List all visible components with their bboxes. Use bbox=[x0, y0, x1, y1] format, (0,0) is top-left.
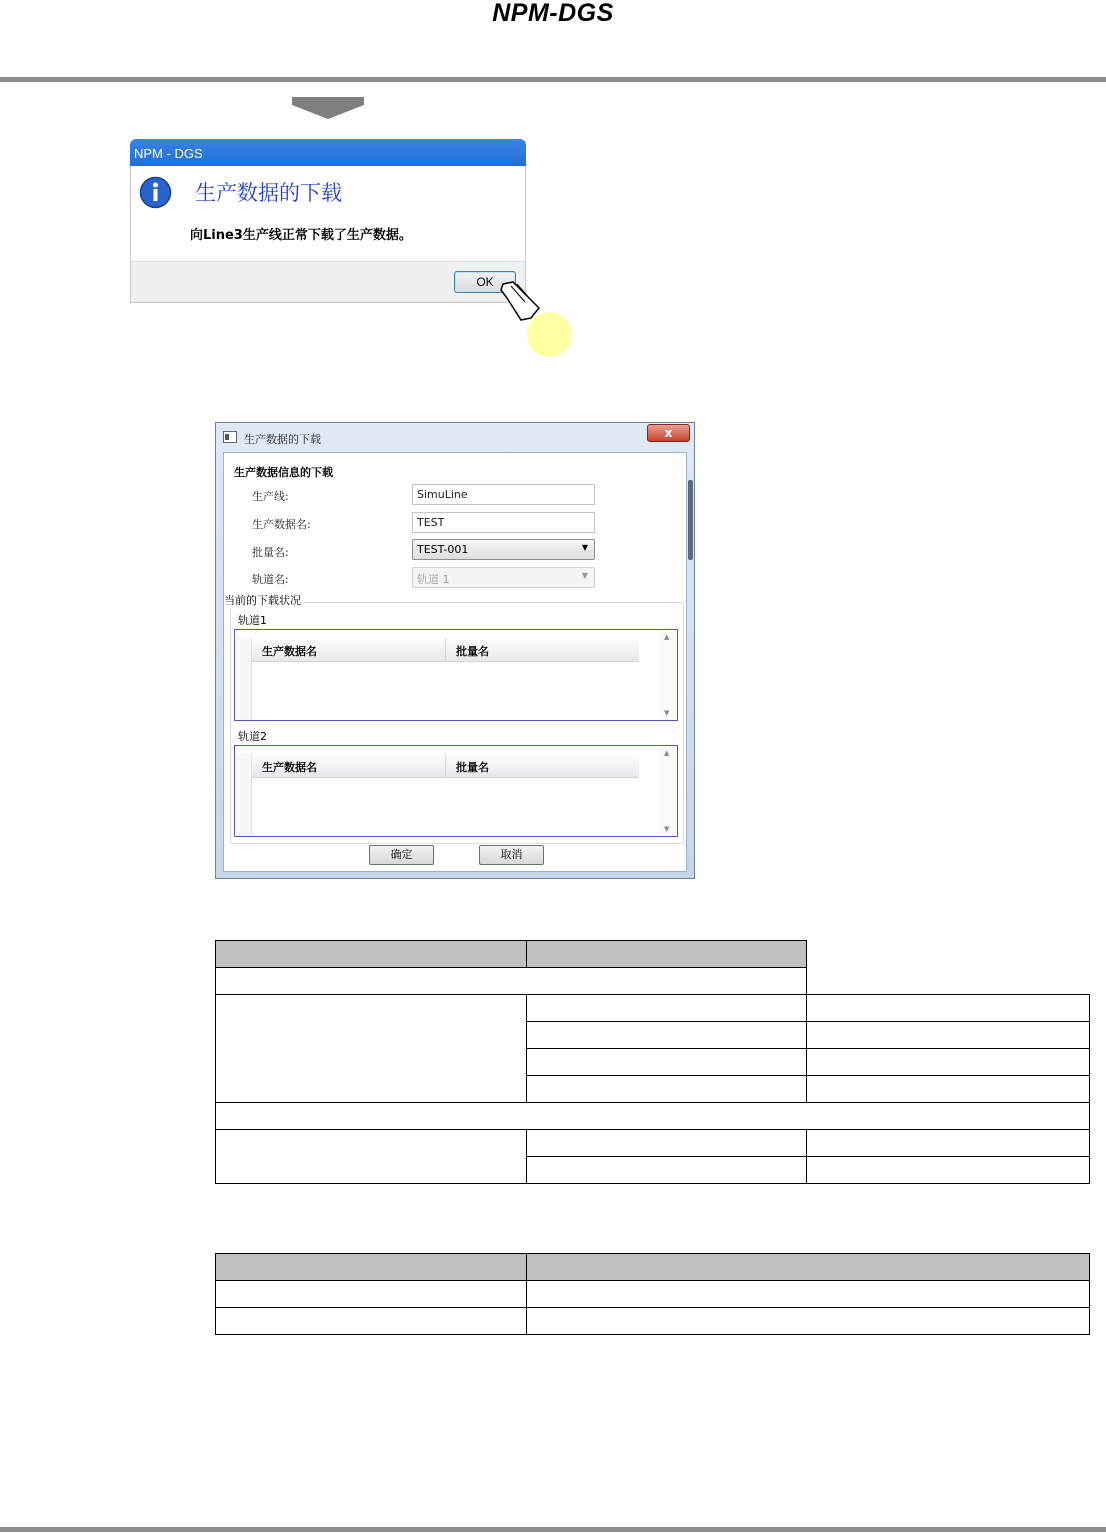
footer-rule bbox=[0, 1527, 1106, 1532]
scroll-up-icon[interactable]: ▲ bbox=[664, 749, 670, 757]
line-label: 生产线: bbox=[252, 490, 289, 503]
track-name-select bbox=[412, 567, 595, 588]
column-header-data-name[interactable]: 生产数据名 bbox=[252, 754, 446, 778]
table-row bbox=[216, 1157, 1090, 1184]
document-title: NPM-DGS bbox=[492, 0, 614, 27]
window-icon bbox=[223, 431, 237, 443]
table-header-cell bbox=[527, 1254, 1090, 1281]
table-cell bbox=[807, 1130, 1090, 1157]
close-button[interactable]: x bbox=[647, 424, 690, 442]
table-header-cell bbox=[216, 941, 527, 968]
chevron-down-icon: ▼ bbox=[581, 543, 588, 552]
button-table bbox=[215, 1253, 1090, 1335]
lot-name-value: TEST-001 bbox=[417, 543, 469, 556]
info-icon bbox=[139, 176, 172, 209]
table-cell bbox=[527, 1308, 1090, 1335]
table-row bbox=[216, 1076, 1090, 1103]
grid-header bbox=[252, 754, 639, 778]
message-box-heading: 生产数据的下载 bbox=[195, 181, 342, 205]
message-box-footer bbox=[130, 261, 526, 303]
confirm-button[interactable]: 确定 bbox=[369, 845, 434, 865]
table-header-row bbox=[216, 1254, 1090, 1281]
track2-grid[interactable] bbox=[234, 745, 678, 837]
grid-row-header bbox=[235, 754, 252, 836]
table-cell bbox=[527, 1157, 807, 1184]
table-indent bbox=[216, 1076, 527, 1103]
table-cell bbox=[216, 1308, 527, 1335]
message-box-title: NPM - DGS bbox=[130, 139, 526, 166]
table-cell bbox=[216, 968, 807, 995]
table-cell bbox=[807, 1049, 1090, 1076]
table-cell bbox=[807, 1076, 1090, 1103]
dialog-client-area bbox=[223, 452, 687, 872]
table-cell bbox=[527, 1076, 807, 1103]
lot-name-label: 批量名: bbox=[252, 546, 289, 559]
table-indent bbox=[216, 1049, 527, 1076]
table-row bbox=[216, 1308, 1090, 1335]
section-label: 生产数据信息的下载 bbox=[234, 466, 333, 479]
table-header-cell bbox=[527, 941, 807, 968]
table-cell bbox=[527, 1022, 807, 1049]
table-cell bbox=[527, 1130, 807, 1157]
scroll-down-icon[interactable]: ▼ bbox=[664, 709, 670, 717]
table-indent bbox=[216, 995, 527, 1022]
table-cell bbox=[527, 1281, 1090, 1308]
table-indent bbox=[216, 1157, 527, 1184]
chevron-down-icon: ▼ bbox=[581, 571, 588, 580]
message-box bbox=[130, 139, 526, 303]
step-arrow-icon bbox=[292, 97, 364, 119]
grid-scrollbar[interactable] bbox=[659, 747, 676, 835]
scrollbar-thumb[interactable] bbox=[688, 480, 693, 560]
grid-row-header bbox=[235, 638, 252, 720]
table-indent bbox=[216, 1130, 527, 1157]
header-rule bbox=[0, 77, 1106, 82]
download-dialog bbox=[215, 422, 695, 879]
table-cell bbox=[527, 995, 807, 1022]
column-header-data-name[interactable]: 生产数据名 bbox=[252, 638, 446, 662]
scroll-up-icon[interactable]: ▲ bbox=[664, 633, 670, 641]
ok-button[interactable]: OK bbox=[454, 271, 516, 293]
table-cell bbox=[807, 995, 1090, 1022]
table-row bbox=[216, 1022, 1090, 1049]
table-row bbox=[216, 995, 1090, 1022]
track-name-label: 轨道名: bbox=[252, 573, 289, 586]
hand-cursor-icon bbox=[497, 278, 541, 324]
track2-label: 轨道2 bbox=[238, 730, 267, 743]
table-row bbox=[216, 1049, 1090, 1076]
table-cell bbox=[807, 1022, 1090, 1049]
table-cell bbox=[216, 1281, 527, 1308]
data-name-label: 生产数据名: bbox=[252, 518, 311, 531]
column-header-lot-name[interactable]: 批量名 bbox=[456, 645, 489, 658]
track-name-value: 轨道 1 bbox=[417, 573, 450, 586]
track1-label: 轨道1 bbox=[238, 614, 267, 627]
table-group-row bbox=[216, 1103, 1090, 1130]
lot-name-select[interactable] bbox=[412, 539, 595, 560]
dialog-titlebar bbox=[216, 423, 694, 450]
table-header-cell bbox=[216, 1254, 527, 1281]
table-row bbox=[216, 1130, 1090, 1157]
column-header-lot-name[interactable]: 批量名 bbox=[456, 761, 489, 774]
scroll-down-icon[interactable]: ▼ bbox=[664, 825, 670, 833]
table-group-row bbox=[216, 968, 1090, 995]
table-cell bbox=[216, 1103, 1090, 1130]
grid-scrollbar[interactable] bbox=[659, 631, 676, 719]
table-cell bbox=[807, 1157, 1090, 1184]
track1-grid[interactable] bbox=[234, 629, 678, 721]
data-name-field[interactable]: TEST bbox=[412, 512, 595, 533]
cancel-button[interactable]: 取消 bbox=[479, 845, 544, 865]
status-group-label: 当前的下载状况 bbox=[224, 592, 304, 608]
table-header-row bbox=[216, 941, 1090, 968]
settings-table bbox=[215, 940, 1090, 1184]
table-row bbox=[216, 1281, 1090, 1308]
table-cell bbox=[527, 1049, 807, 1076]
line-field[interactable]: SimuLine bbox=[412, 484, 595, 505]
message-box-body bbox=[130, 166, 526, 261]
table-indent bbox=[216, 1022, 527, 1049]
dialog-scrollbar[interactable] bbox=[688, 452, 693, 872]
dialog-title: 生产数据的下载 bbox=[244, 433, 321, 446]
message-box-text: 向Line3生产线正常下载了生产数据。 bbox=[190, 228, 412, 243]
grid-header bbox=[252, 638, 639, 662]
